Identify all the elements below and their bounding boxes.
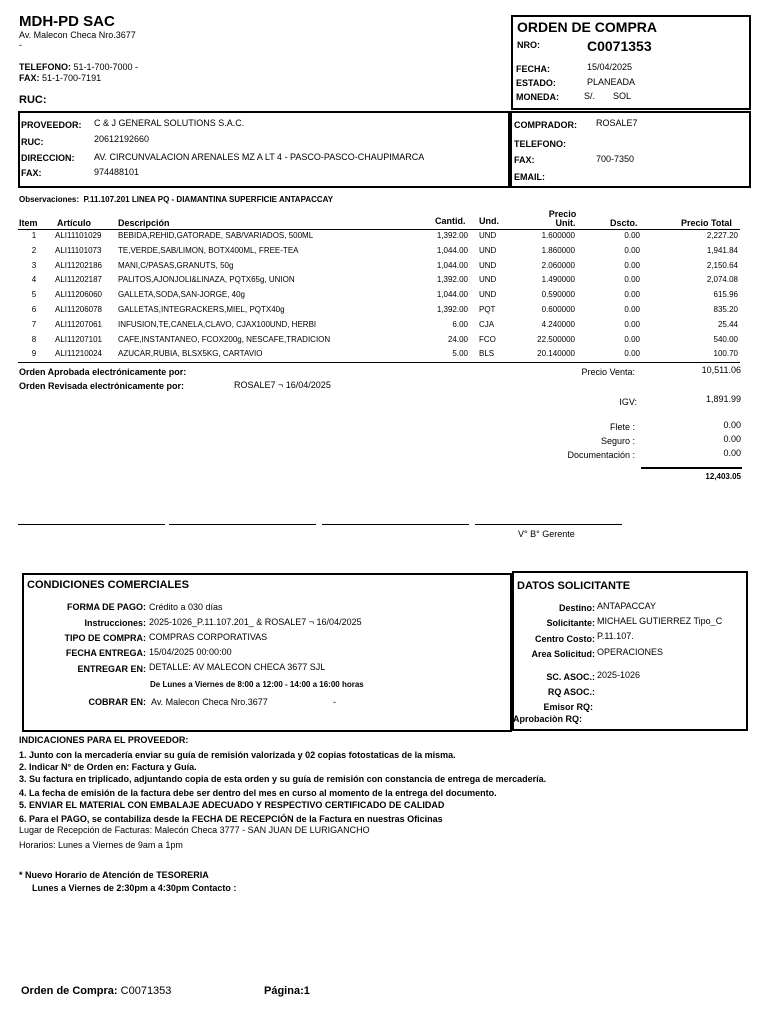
- order-estado: PLANEADA: [587, 77, 636, 87]
- cell-cantid: 1,392.00: [436, 305, 468, 314]
- manager-approval: V° B° Gerente: [518, 529, 575, 539]
- buyer-fax-label: FAX:: [514, 155, 535, 165]
- buyer-name: ROSALE7: [596, 118, 638, 128]
- cell-cantid: 1,044.00: [436, 245, 468, 255]
- cell-total: 2,227.20: [706, 231, 738, 240]
- cell-precio: 0.600000: [541, 305, 575, 314]
- cell-articulo: ALI11202187: [55, 275, 103, 285]
- cell-item: 6: [31, 305, 37, 314]
- approved-label: Orden Aprobada electrónicamente por:: [19, 367, 187, 377]
- cell-total: 835.20: [713, 305, 738, 314]
- igv-label: IGV:: [619, 397, 637, 407]
- delivery-date-label: FECHA ENTREGA:: [65, 648, 146, 658]
- order-moneda: SOL: [613, 91, 632, 101]
- cell-und: UND: [479, 290, 497, 300]
- table-row: [0, 290, 768, 302]
- delivery-hours: De Lunes a Viernes de 8:00 a 12:00 - 14:00 a 16:00 horas: [150, 680, 364, 689]
- purchase-type-value: COMPRAS CORPORATIVAS: [149, 632, 268, 642]
- destination-value: ANTAPACCAY: [597, 601, 657, 611]
- cost-center-value: P.11.107.: [597, 631, 634, 641]
- footer-order-number: C0071353: [120, 985, 172, 997]
- delivery-date-value: 15/04/2025 00:00:00: [149, 647, 232, 657]
- signature-line-4: [475, 524, 622, 525]
- sc-assoc-label: SC. ASOC.:: [546, 672, 595, 682]
- buyer-fax: 700-7350: [596, 154, 635, 164]
- observations: [19, 195, 333, 204]
- observations-label: Observaciones:: [19, 195, 80, 204]
- company-ruc-label: RUC:: [19, 94, 47, 106]
- cell-cantid: 1,044.00: [436, 260, 468, 270]
- cell-descripcion: PALITOS,AJONJOLI&LINAZA, PQTX65g, UNION: [118, 275, 295, 285]
- cell-item: 5: [31, 290, 37, 300]
- cell-dscto: 0.00: [624, 319, 640, 329]
- cell-item: 1: [31, 231, 37, 240]
- treasury-title: * Nuevo Horario de Atención de TESORERIA: [19, 870, 209, 880]
- instructions-label: Instrucciones:: [84, 618, 146, 628]
- table-row: [0, 231, 768, 243]
- collect-at-dash: -: [333, 697, 336, 707]
- col-descripcion: Descripción: [118, 218, 170, 228]
- cell-descripcion: CAFE,INSTANTANEO, FCOX200g, NESCAFE,TRADICION: [118, 334, 331, 344]
- cell-descripcion: MANI,C/PASAS,GRANUTS, 50g: [118, 260, 234, 270]
- buyer-email-label: EMAIL:: [514, 172, 545, 182]
- cell-item: 8: [31, 334, 37, 344]
- cell-item: 3: [31, 260, 37, 270]
- cell-articulo: ALI11210024: [55, 349, 103, 359]
- order-nro-label: NRO:: [517, 40, 540, 50]
- order-number: C0071353: [587, 38, 652, 54]
- cost-center-label: Centro Costo:: [535, 634, 595, 644]
- order-fecha: 15/04/2025: [587, 62, 633, 72]
- signature-line-2: [169, 524, 316, 525]
- collect-at-label: COBRAR EN:: [88, 697, 146, 707]
- cell-dscto: 0.00: [624, 260, 640, 270]
- footer-page: Página:1: [264, 985, 310, 997]
- table-row: [0, 305, 768, 317]
- cell-und: UND: [479, 245, 497, 255]
- cell-descripcion: GALLETAS,INTEGRACKERS,MIEL, PQTX40g: [118, 305, 285, 314]
- col-und: Und.: [479, 216, 499, 226]
- supplier-name: C & J GENERAL SOLUTIONS S.A.C.: [94, 118, 245, 128]
- company-phone-label: TELEFONO:: [19, 62, 71, 72]
- invoice-location: Lugar de Recepción de Facturas: Malecón Checa 3777 - SAN JUAN DE LURIGANCHO: [19, 825, 370, 835]
- cell-precio: 4.240000: [541, 319, 575, 329]
- signature-line-1: [18, 524, 165, 525]
- cell-total: 540.00: [713, 334, 738, 344]
- cell-dscto: 0.00: [624, 349, 640, 359]
- cell-articulo: ALI11206060: [55, 290, 103, 300]
- buyer-label: COMPRADOR:: [514, 120, 577, 130]
- cell-articulo: ALI11202186: [55, 260, 103, 270]
- company-fax: [19, 73, 101, 83]
- cell-und: UND: [479, 231, 497, 240]
- supplier-address-label: DIRECCION:: [21, 153, 75, 163]
- cell-und: FCO: [479, 334, 496, 344]
- observations-value: P.11.107.201 LINEA PQ - DIAMANTINA SUPERFICIE ANTAPACCAY: [83, 195, 334, 204]
- payment-label: FORMA DE PAGO:: [67, 602, 146, 612]
- purchase-type-label: TIPO DE COMPRA:: [64, 633, 146, 643]
- supplier-fax: 974488101: [94, 167, 140, 177]
- col-dscto: Dscto.: [610, 218, 638, 228]
- cell-articulo: ALI11101029: [55, 231, 102, 240]
- aprobacion-rq-label: Aprobaciòn RQ:: [513, 714, 582, 724]
- col-total: Precio Total: [681, 218, 732, 228]
- cell-und: CJA: [479, 319, 495, 329]
- cell-und: UND: [479, 260, 497, 270]
- grand-total: 12,403.05: [705, 472, 741, 481]
- cell-dscto: 0.00: [624, 275, 640, 285]
- cell-dscto: 0.00: [624, 290, 640, 300]
- total-rule: [641, 467, 742, 469]
- cell-descripcion: INFUSION,TE,CANELA,CLAVO, CJAX100UND, HERBI: [118, 319, 317, 329]
- cell-total: 615.96: [713, 290, 738, 300]
- invoice-hours: Horarios: Lunes a Viernes de 9am a 1pm: [19, 840, 183, 850]
- instruction-5: 5. ENVIAR EL MATERIAL CON EMBALAJE ADECUADO Y RESPECTIVO CERTIFICADO DE CALIDAD: [19, 800, 445, 810]
- emisor-rq-label: Emisor RQ:: [543, 702, 593, 712]
- table-row: [0, 246, 768, 258]
- cell-cantid: 1,392.00: [436, 231, 468, 240]
- buyer-phone-label: TELEFONO:: [514, 139, 566, 149]
- instructions-title: INDICACIONES PARA EL PROVEEDOR:: [19, 735, 189, 745]
- supplier-ruc: 20612192660: [94, 134, 150, 144]
- company-phone: [19, 62, 138, 72]
- deliver-at-label: ENTREGAR EN:: [77, 664, 146, 674]
- reviewed-label: Orden Revisada electrónicamente por:: [19, 381, 185, 391]
- cell-dscto: 0.00: [624, 305, 640, 314]
- order-moneda-label: MONEDA:: [516, 92, 559, 102]
- igv: 1,891.99: [705, 394, 741, 404]
- deliver-at-value: DETALLE: AV MALECON CHECA 3677 SJL: [149, 662, 326, 672]
- cell-total: 25.44: [717, 319, 738, 329]
- cell-cantid: 1,044.00: [436, 290, 468, 300]
- order-title: ORDEN DE COMPRA: [517, 19, 658, 35]
- order-estado-label: ESTADO:: [516, 78, 556, 88]
- table-row: [0, 261, 768, 273]
- signature-line-3: [322, 524, 469, 525]
- cell-total: 2,150.64: [706, 260, 738, 270]
- sale-price-label: Precio Venta:: [581, 367, 635, 377]
- company-fax-label: FAX:: [19, 73, 40, 83]
- cell-total: 100.70: [713, 349, 738, 359]
- supplier-address: AV. CIRCUNVALACION ARENALES MZ A LT 4 - PASCO-PASCO-CHAUPIMARCA: [94, 152, 425, 162]
- sc-assoc-value: 2025-1026: [597, 670, 641, 680]
- requester-value: MICHAEL GUTIERREZ Tipo_C: [597, 616, 723, 626]
- instructions-value: 2025-1026_P.11.107.201_ & ROSALE7 ¬ 16/04/2025: [149, 617, 362, 627]
- cell-articulo: ALI11206078: [55, 305, 103, 314]
- cell-item: 7: [31, 319, 37, 329]
- cell-precio: 22.500000: [537, 334, 575, 344]
- cell-cantid: 5.00: [452, 349, 468, 359]
- rq-assoc-label: RQ ASOC.:: [547, 687, 595, 697]
- freight: 0.00: [723, 420, 741, 430]
- col-cantid: Cantid.: [435, 216, 466, 226]
- col-precio-1: Precio: [548, 209, 577, 219]
- order-moneda-symbol: S/.: [584, 91, 596, 101]
- cell-item: 4: [31, 275, 37, 285]
- company-address-dash: -: [19, 40, 22, 50]
- footer-order: [21, 985, 171, 997]
- cell-total: 1,941.84: [706, 245, 738, 255]
- cell-cantid: 24.00: [447, 334, 468, 344]
- table-header-rule: [18, 229, 740, 230]
- cell-precio: 1.600000: [541, 231, 575, 240]
- cell-und: PQT: [479, 305, 496, 314]
- treasury-hours: Lunes a Viernes de 2:30pm a 4:30pm Contacto :: [32, 883, 237, 893]
- payment-value: Crédito a 030 días: [149, 602, 223, 612]
- cell-dscto: 0.00: [624, 231, 640, 240]
- instruction-3: 3. Su factura en triplicado, adjuntando copia de esta orden y su guía de remisión con constancia de entrega de mercadería.: [19, 774, 547, 784]
- supplier-box: [18, 111, 510, 188]
- instruction-6: 6. Para el PAGO, se contabiliza desde la FECHA DE RECEPCIÓN de la Factura en nuestras Oficinas: [19, 814, 443, 824]
- company-address: Av. Malecon Checa Nro.3677: [19, 30, 136, 40]
- commercial-terms-title: CONDICIONES COMERCIALES: [27, 579, 189, 591]
- cell-precio: 1.860000: [541, 245, 575, 255]
- documentation-label: Documentación :: [567, 450, 635, 460]
- order-fecha-label: FECHA:: [516, 64, 550, 74]
- instruction-2: 2. Indicar N° de Orden en: Factura y Guía.: [19, 762, 197, 772]
- cell-dscto: 0.00: [624, 334, 640, 344]
- requester-title: DATOS SOLICITANTE: [517, 580, 631, 592]
- cell-descripcion: TE,VERDE,SAB/LIMON, BOTX400ML, FREE-TEA: [118, 245, 299, 255]
- cell-precio: 2.060000: [541, 260, 575, 270]
- cell-articulo: ALI11207061: [55, 319, 103, 329]
- cell-precio: 0.590000: [541, 290, 575, 300]
- instruction-1: 1. Junto con la mercadería enviar su guía de remisión valorizada y 02 copias fotostaticas de la misma.: [19, 750, 456, 760]
- cell-precio: 1.490000: [541, 275, 575, 285]
- cell-cantid: 1,392.00: [436, 275, 468, 285]
- request-area-label: Area Solicitud:: [531, 649, 595, 659]
- documentation: 0.00: [723, 448, 741, 458]
- cell-articulo: ALI11101073: [55, 245, 102, 255]
- table-bottom-rule: [18, 362, 740, 363]
- table-row: [0, 335, 768, 347]
- table-row: [0, 349, 768, 361]
- cell-total: 2,074.08: [706, 275, 738, 285]
- cell-articulo: ALI11207101: [55, 334, 103, 344]
- cell-descripcion: GALLETA,SODA,SAN-JORGE, 40g: [118, 290, 246, 300]
- request-area-value: OPERACIONES: [597, 647, 664, 657]
- footer-order-label: Orden de Compra:: [21, 985, 118, 997]
- cell-descripcion: BEBIDA,REHID,GATORADE, SAB/VARIADOS, 500ML: [118, 231, 314, 240]
- reviewed-value: ROSALE7 ¬ 16/04/2025: [234, 380, 331, 390]
- instruction-4: 4. La fecha de emisión de la factura debe ser dentro del mes en curso al momento de la entrega del documento.: [19, 788, 497, 798]
- insurance-label: Seguro :: [600, 436, 635, 446]
- company-phone-value: 51-1-700-7000 -: [73, 62, 139, 72]
- cell-und: UND: [479, 275, 497, 285]
- insurance: 0.00: [723, 434, 741, 444]
- requester-label: Solicitante:: [546, 618, 595, 628]
- sale-price: 10,511.06: [701, 365, 741, 375]
- company-fax-value: 51-1-700-7191: [42, 73, 102, 83]
- supplier-ruc-label: RUC:: [21, 137, 44, 147]
- destination-label: Destino:: [559, 603, 595, 613]
- supplier-fax-label: FAX:: [21, 168, 42, 178]
- collect-at-value: Av. Malecon Checa Nro.3677: [151, 697, 268, 707]
- table-row: [0, 275, 768, 287]
- col-articulo: Artículo: [57, 218, 92, 228]
- cell-item: 9: [31, 349, 37, 359]
- company-name: MDH-PD SAC: [19, 13, 115, 30]
- supplier-label: PROVEEDOR:: [21, 120, 82, 130]
- cell-dscto: 0.00: [624, 245, 640, 255]
- cell-precio: 20.140000: [537, 349, 575, 359]
- cell-item: 2: [31, 245, 37, 255]
- col-item: Item: [19, 218, 38, 228]
- cell-cantid: 6.00: [452, 319, 468, 329]
- col-precio-2: Unit.: [555, 218, 576, 228]
- freight-label: Flete :: [609, 422, 635, 432]
- cell-und: BLS: [479, 349, 495, 359]
- cell-descripcion: AZUCAR,RUBIA, BLSX5KG, CARTAVIO: [118, 349, 263, 359]
- table-row: [0, 320, 768, 332]
